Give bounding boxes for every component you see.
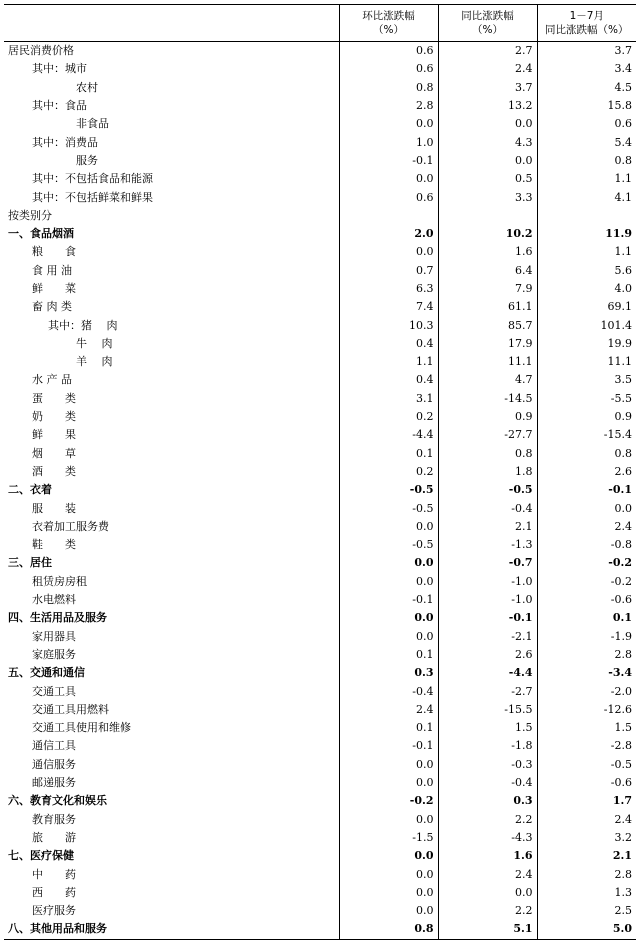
yoy-value: -4.4 [438, 664, 537, 682]
mom-value: -0.5 [339, 481, 438, 499]
row-label: 中 药 [32, 867, 76, 881]
ytd-yoy-value: 4.5 [537, 79, 636, 97]
yoy-value: -2.7 [438, 682, 537, 700]
table-row [4, 646, 636, 664]
mom-value: 7.4 [339, 298, 438, 316]
yoy-value: 0.3 [438, 792, 537, 810]
mom-value: 0.0 [339, 554, 438, 572]
yoy-value: -0.7 [438, 554, 537, 572]
table-row [4, 628, 636, 646]
mom-value: 0.6 [339, 60, 438, 78]
row-label: 鲜 果 [32, 428, 76, 442]
mom-value: 0.8 [339, 920, 438, 939]
mom-value: 0.0 [339, 115, 438, 133]
yoy-value: -0.1 [438, 609, 537, 627]
table-row [4, 316, 636, 334]
yoy-value: 1.5 [438, 719, 537, 737]
ytd-yoy-value: 2.8 [537, 646, 636, 664]
table-row [4, 719, 636, 737]
table-row [4, 133, 636, 151]
row-label: 通信服务 [32, 757, 76, 771]
table-row [4, 701, 636, 719]
yoy-value: 2.7 [438, 42, 537, 61]
ytd-yoy-value: 3.5 [537, 371, 636, 389]
table-row [4, 518, 636, 536]
row-label: 服 装 [32, 501, 76, 515]
row-label: 交通工具使用和维修 [32, 721, 131, 735]
row-label: 家庭服务 [32, 647, 76, 661]
mom-value: 6.3 [339, 280, 438, 298]
row-label: 邮递服务 [32, 776, 76, 790]
row-label: 八、其他用品和服务 [4, 920, 339, 939]
yoy-value: 0.9 [438, 408, 537, 426]
ytd-yoy-value: -15.4 [537, 426, 636, 444]
ytd-yoy-value: 0.8 [537, 152, 636, 170]
mom-value: 0.0 [339, 573, 438, 591]
ytd-yoy-value: 19.9 [537, 335, 636, 353]
table-row [4, 170, 636, 188]
yoy-value: 0.0 [438, 884, 537, 902]
yoy-value: -15.5 [438, 701, 537, 719]
ytd-yoy-value: 2.4 [537, 518, 636, 536]
ytd-yoy-value: -2.8 [537, 737, 636, 755]
table-row [4, 207, 636, 225]
ytd-yoy-value: -5.5 [537, 390, 636, 408]
mom-value: 0.0 [339, 902, 438, 920]
row-label: 其中：不包括鲜菜和鲜果 [32, 190, 153, 204]
ytd-yoy-value: 1.7 [537, 792, 636, 810]
mom-value: -0.1 [339, 591, 438, 609]
yoy-value: 3.7 [438, 79, 537, 97]
mom-value [339, 207, 438, 225]
ytd-yoy-value: 3.7 [537, 42, 636, 61]
ytd-yoy-value: 1.3 [537, 884, 636, 902]
yoy-value: 1.6 [438, 847, 537, 865]
table-row [4, 262, 636, 280]
mom-value: 3.1 [339, 390, 438, 408]
row-label: 奶 类 [32, 410, 76, 424]
table-row [4, 225, 636, 243]
yoy-value: 0.5 [438, 170, 537, 188]
yoy-value: -0.3 [438, 756, 537, 774]
table-header-row [4, 5, 636, 42]
row-label: 一、食品烟酒 [8, 227, 74, 241]
table-row [4, 335, 636, 353]
table-row [4, 243, 636, 261]
mom-value: 0.0 [339, 865, 438, 883]
row-label: 食 用 油 [32, 263, 72, 277]
row-label: 其中：城市 [32, 62, 87, 76]
mom-value: 0.6 [339, 42, 438, 61]
table-row [4, 188, 636, 206]
table-row [4, 920, 636, 939]
mom-value: 2.8 [339, 97, 438, 115]
mom-value: 0.8 [339, 79, 438, 97]
yoy-value: 17.9 [438, 335, 537, 353]
table-row [4, 810, 636, 828]
ytd-yoy-value: 0.6 [537, 115, 636, 133]
yoy-value: -2.1 [438, 628, 537, 646]
row-label: 酒 类 [32, 464, 76, 478]
table-row [4, 664, 636, 682]
yoy-value: 2.6 [438, 646, 537, 664]
yoy-value: 0.0 [438, 115, 537, 133]
mom-value: 0.0 [339, 609, 438, 627]
table-row [4, 756, 636, 774]
mom-value: -1.5 [339, 829, 438, 847]
mom-value: 10.3 [339, 316, 438, 334]
mom-value: -4.4 [339, 426, 438, 444]
row-label: 其中：不包括食品和能源 [32, 172, 153, 186]
row-label: 水电燃料 [32, 593, 76, 607]
row-label: 粮 食 [32, 245, 76, 259]
row-label: 家用器具 [32, 629, 76, 643]
row-label: 农村 [76, 80, 98, 94]
row-label: 衣着加工服务费 [32, 519, 109, 533]
yoy-value: 11.1 [438, 353, 537, 371]
ytd-yoy-value: -12.6 [537, 701, 636, 719]
row-label: 其中：猪 肉 [48, 318, 118, 332]
row-label: 五、交通和通信 [8, 666, 85, 680]
table-row [4, 884, 636, 902]
table-row [4, 390, 636, 408]
table-row [4, 42, 636, 61]
mom-value: 0.0 [339, 847, 438, 865]
ytd-yoy-value: 2.5 [537, 902, 636, 920]
ytd-yoy-value: 0.9 [537, 408, 636, 426]
row-label: 六、教育文化和娱乐 [8, 794, 107, 808]
row-label: 按类别分 [8, 208, 52, 222]
yoy-value: -1.3 [438, 536, 537, 554]
mom-value: 0.1 [339, 445, 438, 463]
row-label: 租赁房房租 [32, 574, 87, 588]
row-label: 教育服务 [32, 812, 76, 826]
ytd-yoy-value: 1.5 [537, 719, 636, 737]
mom-value: 0.4 [339, 371, 438, 389]
row-label: 交通工具 [32, 684, 76, 698]
table-row [4, 60, 636, 78]
mom-value: 2.0 [339, 225, 438, 243]
mom-value: 0.0 [339, 170, 438, 188]
yoy-value: 2.1 [438, 518, 537, 536]
row-label: 其中：食品 [32, 99, 87, 113]
ytd-yoy-value: -0.2 [537, 573, 636, 591]
yoy-value: 2.4 [438, 865, 537, 883]
header-ytd-yoy-change: 1－7月 同比涨跌幅（%） [537, 5, 636, 42]
table-row [4, 792, 636, 810]
mom-value: 0.0 [339, 518, 438, 536]
row-label: 羊 肉 [76, 355, 113, 369]
yoy-value: -1.0 [438, 591, 537, 609]
yoy-value: -0.4 [438, 774, 537, 792]
mom-value: 0.0 [339, 243, 438, 261]
yoy-value: -0.4 [438, 499, 537, 517]
table-row [4, 115, 636, 133]
yoy-value: -27.7 [438, 426, 537, 444]
mom-value: 0.2 [339, 408, 438, 426]
table-row [4, 865, 636, 883]
mom-value: 1.0 [339, 133, 438, 151]
row-label: 二、衣着 [8, 483, 52, 497]
mom-value: 0.1 [339, 719, 438, 737]
row-label: 七、医疗保健 [8, 849, 74, 863]
table-row [4, 426, 636, 444]
table-row [4, 152, 636, 170]
table-body [4, 42, 636, 940]
mom-value: 0.0 [339, 756, 438, 774]
yoy-value: 85.7 [438, 316, 537, 334]
mom-value: 0.6 [339, 188, 438, 206]
mom-value: -0.2 [339, 792, 438, 810]
mom-value: 0.4 [339, 335, 438, 353]
yoy-value: -14.5 [438, 390, 537, 408]
ytd-yoy-value: 0.1 [537, 609, 636, 627]
ytd-yoy-value [537, 207, 636, 225]
yoy-value: 2.4 [438, 60, 537, 78]
ytd-yoy-value: 101.4 [537, 316, 636, 334]
mom-value: 0.0 [339, 884, 438, 902]
row-label: 畜 肉 类 [32, 300, 72, 314]
table-row [4, 371, 636, 389]
ytd-yoy-value: 5.6 [537, 262, 636, 280]
table-row [4, 554, 636, 572]
table-row [4, 353, 636, 371]
mom-value: 0.0 [339, 810, 438, 828]
table-row [4, 609, 636, 627]
ytd-yoy-value: 2.6 [537, 463, 636, 481]
ytd-yoy-value: 5.0 [537, 920, 636, 939]
yoy-value: -0.5 [438, 481, 537, 499]
row-label: 水 产 品 [32, 373, 72, 387]
ytd-yoy-value: 4.1 [537, 188, 636, 206]
table-row [4, 97, 636, 115]
ytd-yoy-value: -0.8 [537, 536, 636, 554]
row-label: 三、居住 [8, 556, 52, 570]
ytd-yoy-value: 0.0 [537, 499, 636, 517]
ytd-yoy-value: -0.1 [537, 481, 636, 499]
ytd-yoy-value: 1.1 [537, 170, 636, 188]
yoy-value: 2.2 [438, 810, 537, 828]
row-label: 四、生活用品及服务 [8, 611, 107, 625]
row-label: 其中：消费品 [32, 135, 98, 149]
ytd-yoy-value: 3.4 [537, 60, 636, 78]
ytd-yoy-value: 1.1 [537, 243, 636, 261]
yoy-value: 7.9 [438, 280, 537, 298]
row-label: 烟 草 [32, 446, 76, 460]
table-row [4, 737, 636, 755]
ytd-yoy-value: 3.2 [537, 829, 636, 847]
mom-value: -0.1 [339, 152, 438, 170]
mom-value: 2.4 [339, 701, 438, 719]
row-label: 牛 肉 [76, 336, 113, 350]
yoy-value: 4.3 [438, 133, 537, 151]
yoy-value: 1.8 [438, 463, 537, 481]
row-label: 服务 [76, 153, 98, 167]
ytd-yoy-value: 69.1 [537, 298, 636, 316]
yoy-value: 5.1 [438, 920, 537, 939]
ytd-yoy-value: 2.4 [537, 810, 636, 828]
mom-value: 0.0 [339, 628, 438, 646]
yoy-value: 6.4 [438, 262, 537, 280]
ytd-yoy-value: -0.2 [537, 554, 636, 572]
row-label: 鞋 类 [32, 538, 76, 552]
yoy-value: 0.0 [438, 152, 537, 170]
mom-value: -0.4 [339, 682, 438, 700]
row-label: 旅 游 [32, 830, 76, 844]
yoy-value: 0.8 [438, 445, 537, 463]
yoy-value: 13.2 [438, 97, 537, 115]
yoy-value: 2.2 [438, 902, 537, 920]
header-yoy-change: 同比涨跌幅 （%） [438, 5, 537, 42]
yoy-value: 4.7 [438, 371, 537, 389]
header-label-column [4, 5, 339, 42]
ytd-yoy-value: -0.5 [537, 756, 636, 774]
yoy-value: 61.1 [438, 298, 537, 316]
cpi-table [4, 4, 636, 940]
table-row [4, 902, 636, 920]
mom-value: 1.1 [339, 353, 438, 371]
table-row [4, 298, 636, 316]
ytd-yoy-value: -1.9 [537, 628, 636, 646]
yoy-value: -1.0 [438, 573, 537, 591]
ytd-yoy-value: 4.0 [537, 280, 636, 298]
row-label: 居民消费价格 [8, 44, 74, 58]
yoy-value: 1.6 [438, 243, 537, 261]
row-label: 医疗服务 [32, 904, 76, 918]
yoy-value: 10.2 [438, 225, 537, 243]
mom-value: 0.1 [339, 646, 438, 664]
yoy-value: 3.3 [438, 188, 537, 206]
header-mom-change: 环比涨跌幅 （%） [339, 5, 438, 42]
ytd-yoy-value: -2.0 [537, 682, 636, 700]
table-row [4, 445, 636, 463]
table-row [4, 829, 636, 847]
ytd-yoy-value: 5.4 [537, 133, 636, 151]
ytd-yoy-value: -0.6 [537, 774, 636, 792]
ytd-yoy-value: 11.1 [537, 353, 636, 371]
row-label: 交通工具用燃料 [32, 702, 109, 716]
ytd-yoy-value: -3.4 [537, 664, 636, 682]
table-row [4, 682, 636, 700]
row-label: 鲜 菜 [32, 282, 76, 295]
mom-value: 0.0 [339, 774, 438, 792]
table-row [4, 847, 636, 865]
mom-value: 0.3 [339, 664, 438, 682]
mom-value: -0.5 [339, 499, 438, 517]
ytd-yoy-value: 0.8 [537, 445, 636, 463]
table-row [4, 573, 636, 591]
row-label: 蛋 类 [32, 391, 76, 405]
ytd-yoy-value: -0.6 [537, 591, 636, 609]
yoy-value [438, 207, 537, 225]
table-row [4, 499, 636, 517]
table-row [4, 536, 636, 554]
row-label: 西 药 [32, 885, 76, 899]
ytd-yoy-value: 2.8 [537, 865, 636, 883]
mom-value: 0.2 [339, 463, 438, 481]
ytd-yoy-value: 2.1 [537, 847, 636, 865]
table-row [4, 774, 636, 792]
table-row [4, 481, 636, 499]
ytd-yoy-value: 11.9 [537, 225, 636, 243]
mom-value: -0.1 [339, 737, 438, 755]
table-row [4, 591, 636, 609]
ytd-yoy-value: 15.8 [537, 97, 636, 115]
mom-value: 0.7 [339, 262, 438, 280]
row-label: 非食品 [76, 117, 109, 131]
row-label: 通信工具 [32, 739, 76, 753]
mom-value: -0.5 [339, 536, 438, 554]
yoy-value: -1.8 [438, 737, 537, 755]
table-row [4, 408, 636, 426]
yoy-value: -4.3 [438, 829, 537, 847]
table-row [4, 463, 636, 481]
table-row [4, 79, 636, 97]
table-row [4, 280, 636, 298]
